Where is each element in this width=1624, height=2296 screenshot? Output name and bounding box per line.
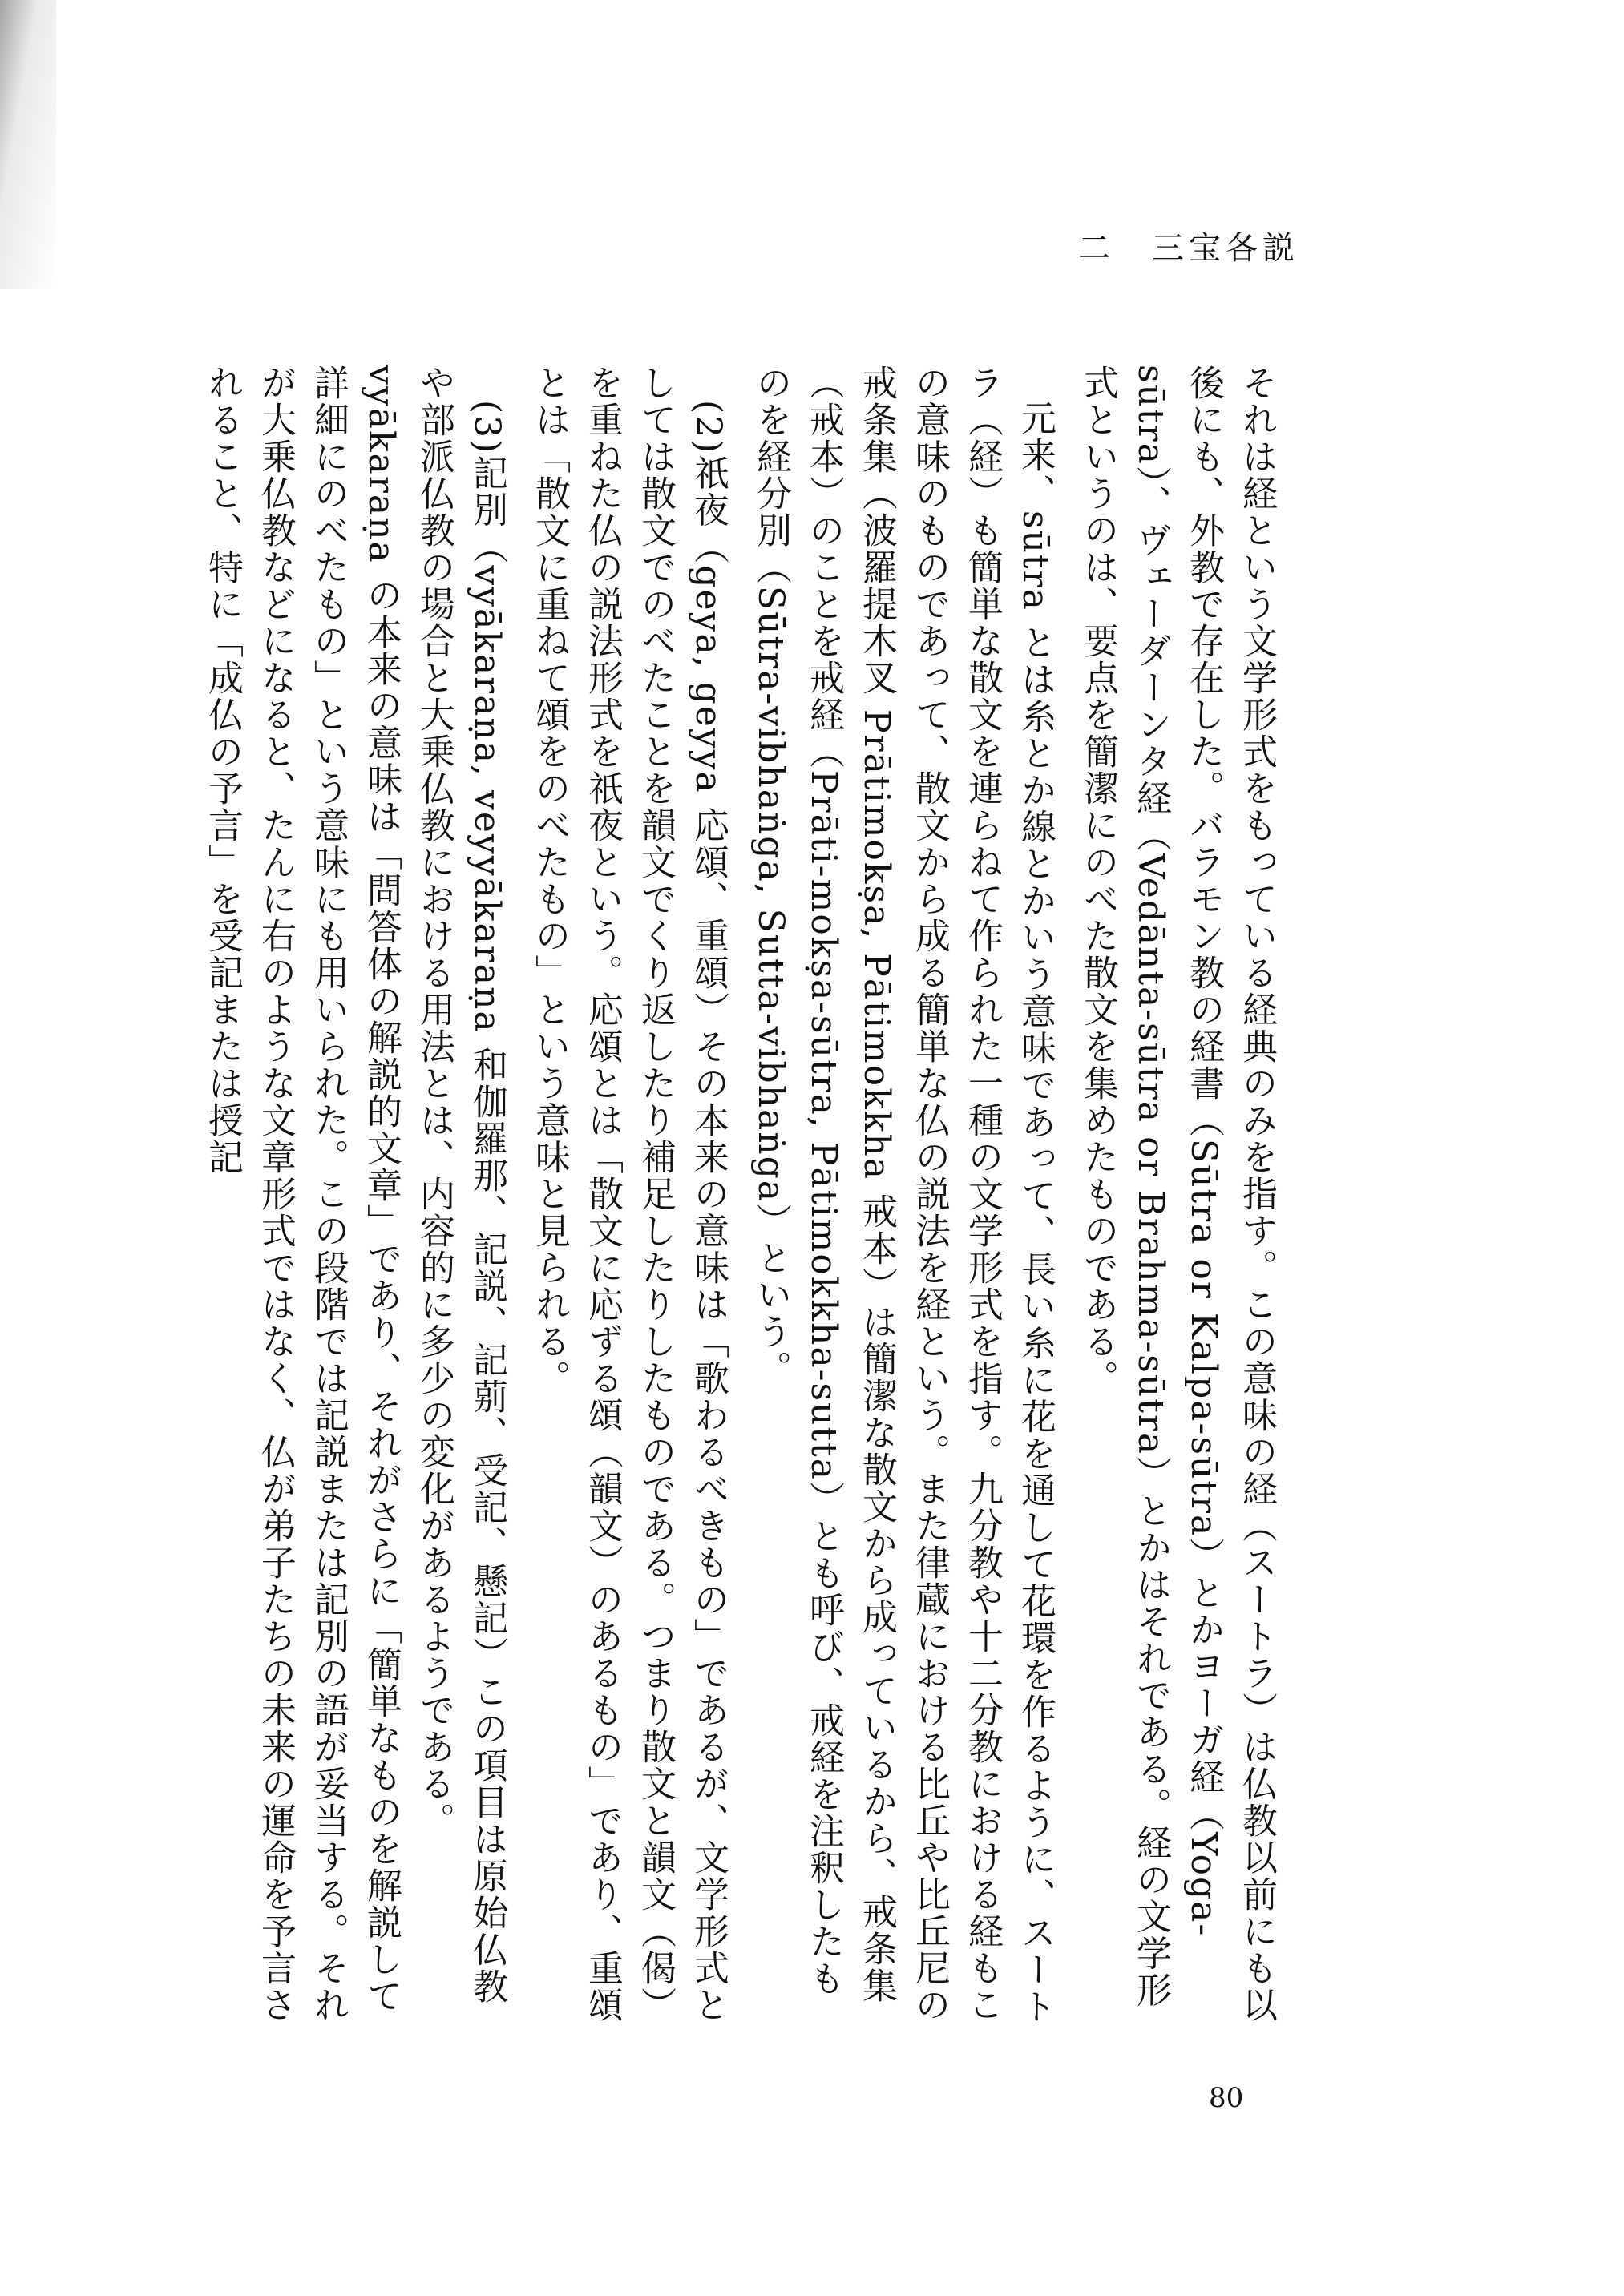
paragraph-2: 元来、sūtra とは糸とか線とかいう意味であって、長い糸に花を通して花環を作るように、スートラ（経）も簡単な散文を連らねて作られた一種の文学形式を指す。九分教や十二分教における経もこの意味のものであって、散文から成る簡単な仏の説法を経という。また律蔵における比丘や比丘尼の戒条集（波羅提木叉 Prātimokṣa, Pātimokkha 戒本）は簡潔な散文から成っているから、戒条集（戒本）のことを戒経（Prāti-mokṣa-sūtra, Pātimokkha-sutta）とも呼び、戒経を注釈したものを経分別（Sūtra-vibhaṅga, Sutta-vibhaṅga）という。 <box>750 365 1056 2025</box>
page-number: 80 <box>1209 2082 1244 2114</box>
paragraph-3: (2)祇夜（geya, geyya 応頌、重頌）その本来の意味は「歌わるべきもの」であるが、文学形式としては散文でのべたことを韻文でくり返したり補足したりしたものである。つまり散文と韻文（偈）を重ねた仏の説法形式を祇夜という。応頌とは「散文に応ずる頌（韻文）のあるもの」であり、重頌とは「散文に重ねて頌をのべたもの」という意味と見られる。 <box>529 365 729 2024</box>
paragraph-1: それは経という文学形式をもっている経典のみを指す。この意味の経（スートラ）は仏教以前にも以後にも、外教で存在した。バラモン教の経書（Sūtra or Kalpa-sūtra）とかヨーガ経（Yoga-sūtra）、ヴェーダーンタ経（Vedānta-sūtra or Brahma-sūtra）とかはそれである。経の文学形式というのは、要点を簡潔にのべた散文を集めたものである。 <box>1077 365 1277 2024</box>
scan-edge-shadow <box>0 0 56 289</box>
running-head: 二 三宝各説 <box>1078 230 1299 267</box>
paragraph-4: (3)記別（vyākaraṇa, veyyākaraṇa 和伽羅那、記説、記莂、受記、懸記）この項目は原始仏教や部派仏教の場合と大乗仏教における用法とは、内容的に多少の変化があるようである。vyākaraṇa の本来の意味は「問答体の解説的文章」であり、それがさらに「簡単なものを解説して詳細にのべたもの」という意味にも用いられた。この段階では記説または記別の語が妥当する。それが大乗仏教などになると、たんに右のような文章形式ではなく、仏が弟子たちの未来の運命を予言されること、特に「成仏の予言」を受記または授記 <box>202 365 507 2024</box>
page-body <box>112 365 1283 2032</box>
